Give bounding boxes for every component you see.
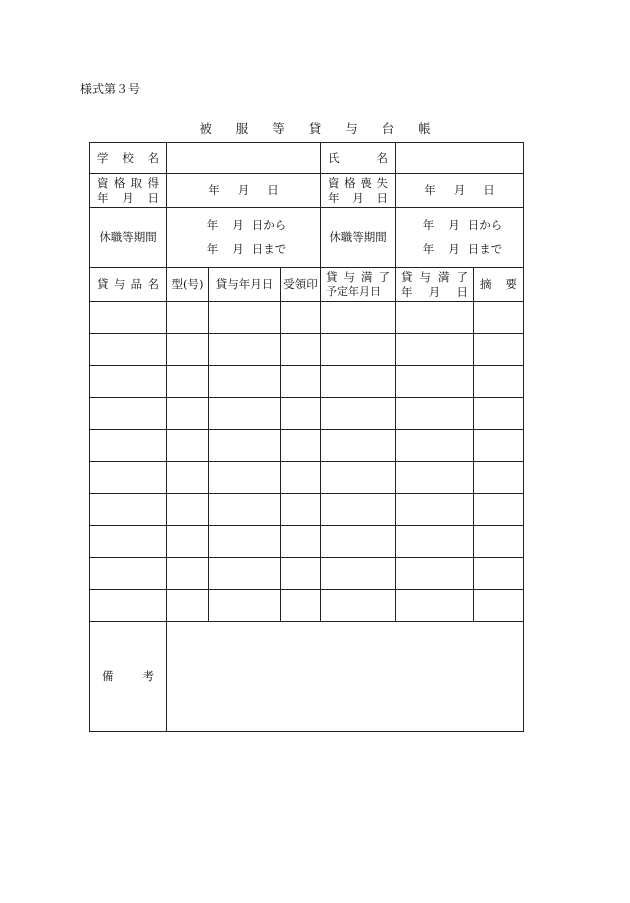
cell[interactable]: [90, 526, 167, 558]
cell[interactable]: [474, 558, 524, 590]
cell[interactable]: [90, 462, 167, 494]
table-row: [90, 526, 524, 558]
cell[interactable]: [321, 398, 396, 430]
leave-period-range-2[interactable]: [396, 208, 524, 268]
cell[interactable]: [167, 590, 209, 622]
leave-period-row: [90, 208, 524, 268]
cell[interactable]: [90, 398, 167, 430]
table-row: [90, 398, 524, 430]
cell[interactable]: [90, 494, 167, 526]
period-from-2: 年 月 日から: [422, 218, 503, 233]
cell[interactable]: [474, 494, 524, 526]
cell[interactable]: [167, 526, 209, 558]
cell[interactable]: [209, 526, 281, 558]
qualification-lost-label: 資 格 喪 失 年 月 日: [321, 174, 396, 208]
qualification-acquired-date[interactable]: 年 月 日: [167, 174, 321, 208]
cell[interactable]: [167, 430, 209, 462]
cell[interactable]: [396, 430, 474, 462]
period-from: 年 月 日から: [206, 218, 287, 233]
cell[interactable]: [321, 494, 396, 526]
notes-field[interactable]: [167, 622, 524, 732]
cell[interactable]: [321, 526, 396, 558]
notes-label: 備 考: [90, 622, 167, 732]
cell[interactable]: [396, 334, 474, 366]
cell[interactable]: [167, 302, 209, 334]
cell[interactable]: [209, 494, 281, 526]
cell[interactable]: [209, 590, 281, 622]
cell[interactable]: [474, 526, 524, 558]
cell[interactable]: [396, 302, 474, 334]
cell[interactable]: [396, 398, 474, 430]
cell[interactable]: [474, 302, 524, 334]
cell[interactable]: [167, 398, 209, 430]
cell[interactable]: [321, 558, 396, 590]
cell[interactable]: [474, 462, 524, 494]
col-expiry-date: 貸 与 満 了 年 月 日: [396, 268, 474, 302]
cell[interactable]: [474, 430, 524, 462]
school-name-field[interactable]: [167, 143, 321, 174]
cell[interactable]: [209, 462, 281, 494]
cell[interactable]: [321, 462, 396, 494]
period-to-2: 年 月 日まで: [422, 242, 503, 256]
cell[interactable]: [209, 302, 281, 334]
cell[interactable]: [396, 366, 474, 398]
cell[interactable]: [167, 366, 209, 398]
school-name-label: 学 校 名: [90, 143, 167, 174]
period-to: 年 月 日まで: [206, 242, 287, 256]
cell[interactable]: [474, 590, 524, 622]
name-label: 氏 名: [321, 143, 396, 174]
table-row: [90, 334, 524, 366]
col-lend-date: 貸与年月日: [209, 268, 281, 302]
cell[interactable]: [167, 462, 209, 494]
col-size: 型(号): [167, 268, 209, 302]
cell[interactable]: [281, 494, 321, 526]
cell[interactable]: [167, 558, 209, 590]
column-header-row: [90, 268, 524, 302]
notes-row: [90, 622, 524, 732]
cell[interactable]: [396, 494, 474, 526]
cell[interactable]: [396, 590, 474, 622]
cell[interactable]: [281, 334, 321, 366]
table-row: [90, 430, 524, 462]
cell[interactable]: [281, 590, 321, 622]
qualification-row: [90, 174, 524, 208]
cell[interactable]: [90, 430, 167, 462]
table-row: [90, 462, 524, 494]
cell[interactable]: [281, 558, 321, 590]
cell[interactable]: [474, 334, 524, 366]
col-expiry-scheduled: 貸 与 満 了 予定年月日: [321, 268, 396, 302]
cell[interactable]: [209, 334, 281, 366]
ledger-table: [89, 142, 524, 732]
cell[interactable]: [281, 430, 321, 462]
cell[interactable]: [90, 590, 167, 622]
cell[interactable]: [321, 302, 396, 334]
cell[interactable]: [90, 302, 167, 334]
cell[interactable]: [281, 302, 321, 334]
table-row: [90, 494, 524, 526]
qualification-lost-date[interactable]: 年 月 日: [396, 174, 524, 208]
cell[interactable]: [396, 526, 474, 558]
leave-period-label-2: 休職等期間: [321, 208, 396, 268]
col-remarks: 摘 要: [474, 268, 524, 302]
table-row: [90, 366, 524, 398]
leave-period-label: 休職等期間: [90, 208, 167, 268]
cell[interactable]: [321, 430, 396, 462]
cell[interactable]: [321, 366, 396, 398]
cell[interactable]: [321, 590, 396, 622]
cell[interactable]: [209, 430, 281, 462]
cell[interactable]: [474, 398, 524, 430]
cell[interactable]: [167, 494, 209, 526]
table-row: [90, 590, 524, 622]
cell[interactable]: [90, 558, 167, 590]
qualification-acquired-label: 資 格 取 得 年 月 日: [90, 174, 167, 208]
cell[interactable]: [90, 366, 167, 398]
table-row: [90, 302, 524, 334]
cell[interactable]: [281, 462, 321, 494]
cell[interactable]: [281, 398, 321, 430]
col-receipt-seal: 受領印: [281, 268, 321, 302]
cell[interactable]: [209, 398, 281, 430]
document-title: 被 服 等 貸 与 台 帳: [199, 121, 441, 136]
name-field[interactable]: [396, 143, 524, 174]
col-item-name: 貸 与 品 名: [90, 268, 167, 302]
cell[interactable]: [209, 366, 281, 398]
school-name-row: [90, 143, 524, 174]
table-row: [90, 558, 524, 590]
cell[interactable]: [396, 462, 474, 494]
cell[interactable]: [396, 558, 474, 590]
cell[interactable]: [167, 334, 209, 366]
cell[interactable]: [474, 366, 524, 398]
form-number: 様式第３号: [80, 82, 141, 96]
cell[interactable]: [281, 526, 321, 558]
cell[interactable]: [209, 558, 281, 590]
leave-period-range[interactable]: [167, 208, 321, 268]
cell[interactable]: [321, 334, 396, 366]
cell[interactable]: [281, 366, 321, 398]
cell[interactable]: [90, 334, 167, 366]
